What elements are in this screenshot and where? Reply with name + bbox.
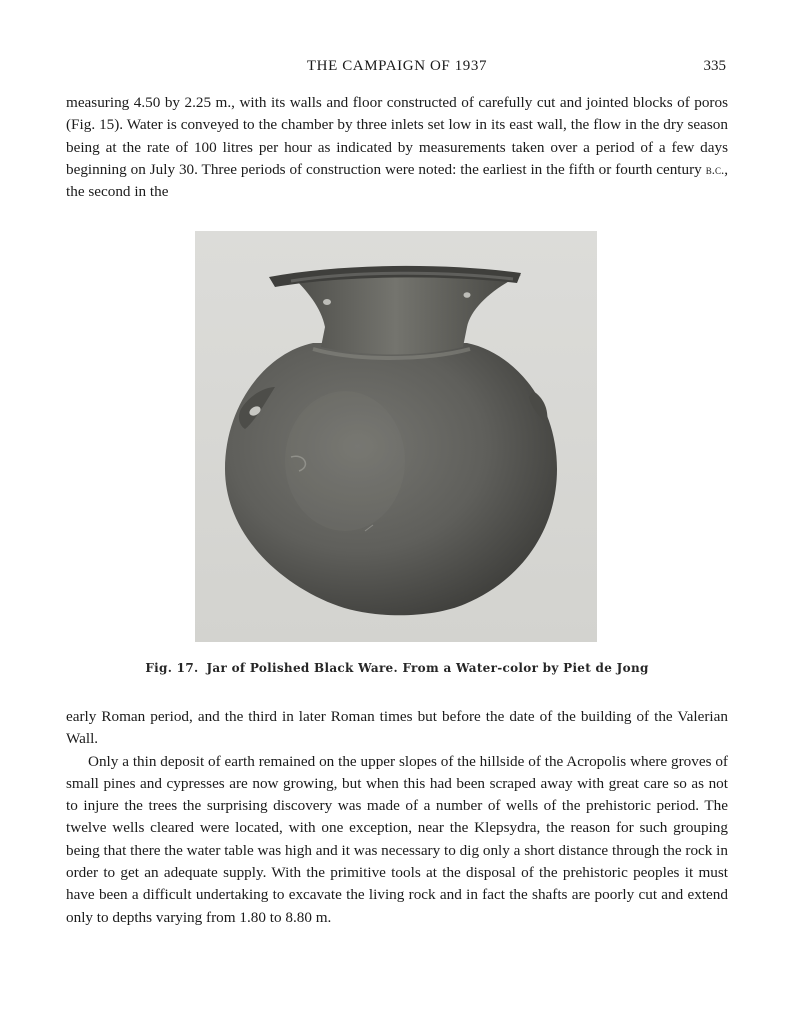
figure-label: Fig. 17. [145,661,199,675]
body-paragraph-wells: Only a thin deposit of earth remained on the upper slopes of the hillside of the Acropolis where groves of small pines and cypresses are now growing, but when this had been scraped away with great care so as not to injure the trees the surprising discovery was made of a number of wells of the prehistoric period. The twelve wells cleared were located, with one exception, near the Klepsydra, the reason for such grouping being that there the water table was high and it was necessary to dig only a short distance through the rock in order to get an adequate supply. With the primitive tools at the disposal of the prehistoric peoples it must have been a difficult undertaking to excavate the living rock and in fact the shafts are poorly cut and extend only to depths varying from 1.80 to 8.80 m. [66,752,728,926]
body-text-continued: , the second in the [66,160,728,201]
jar-figure-image [195,231,597,642]
page-number: 335 [703,58,726,74]
black-ware-jar-illustration [195,231,597,642]
figure-caption [66,661,728,675]
figure-caption-text: Jar of Polished Black Ware. From a Water-color by Piet de Jong [206,661,649,675]
running-title: THE CAMPAIGN OF 1937 [306,58,488,74]
running-head [66,58,728,78]
body-paragraph-continuation: early Roman period, and the third in later Roman times but before the date of the building of the Valerian Wall. [66,708,728,748]
body-paragraphs-bottom [66,706,728,929]
era-abbreviation: b.c. [705,161,725,177]
body-text: measuring 4.50 by 2.25 m., with its walls and floor constructed of carefully cut and jointed blocks of poros (Fig. 15). Water is conveyed to the chamber by three inlets set low in its east wall, the flow in the dry season being at the rate of 100 litres per hour as indicated by measurements taken over a period of a few days beginning on July 30. Three periods of construction were noted: the earliest in the fifth or fourth century [66,94,728,178]
body-paragraph-top [66,92,728,203]
